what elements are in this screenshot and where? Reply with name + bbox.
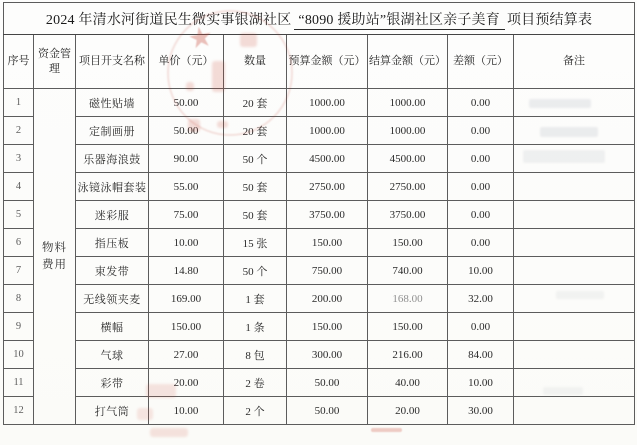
- cell-settlement-amount: 40.00: [368, 369, 448, 397]
- cell-budget-amount: 750.00: [287, 257, 368, 285]
- col-header-fund-management: 资金管理: [34, 35, 76, 89]
- cell-budget-amount: 4500.00: [287, 145, 368, 173]
- cell-serial-number: 1: [4, 89, 34, 117]
- table-row: [4, 89, 635, 117]
- cell-unit-price: 27.00: [149, 341, 224, 369]
- cell-remark: [514, 201, 635, 229]
- cell-unit-price: 169.00: [149, 285, 224, 313]
- table-row: [4, 341, 635, 369]
- table-row: [4, 117, 635, 145]
- title-underlined-project-name: “8090 援助站”银湖社区亲子美育: [294, 13, 505, 30]
- cell-unit-price: 50.00: [149, 117, 224, 145]
- cell-unit-price: 50.00: [149, 89, 224, 117]
- cell-quantity: 50 套: [224, 201, 287, 229]
- cell-settlement-amount: 216.00: [368, 341, 448, 369]
- cell-difference: 0.00: [448, 117, 514, 145]
- column-header-row: [4, 35, 635, 89]
- cell-quantity: 2 个: [224, 397, 287, 425]
- table-body: [4, 89, 635, 425]
- cell-serial-number: 9: [4, 313, 34, 341]
- cell-settlement-amount: 1000.00: [368, 117, 448, 145]
- cell-serial-number: 12: [4, 397, 34, 425]
- cell-settlement-amount: 1000.00: [368, 89, 448, 117]
- cell-item-name: 横幅: [76, 313, 149, 341]
- cell-item-name: 乐器海浪鼓: [76, 145, 149, 173]
- cell-difference: 0.00: [448, 145, 514, 173]
- cell-item-name: 彩带: [76, 369, 149, 397]
- table-row: [4, 145, 635, 173]
- cell-remark: [514, 173, 635, 201]
- cell-item-name: 磁性贴墙: [76, 89, 149, 117]
- cell-difference: 0.00: [448, 173, 514, 201]
- cell-unit-price: 75.00: [149, 201, 224, 229]
- seal-ink-smudge: [150, 428, 188, 437]
- col-header-settlement-amount: 结算金额（元）: [368, 35, 448, 89]
- cell-difference: 84.00: [448, 341, 514, 369]
- cell-remark: [514, 369, 635, 397]
- cell-budget-amount: 50.00: [287, 397, 368, 425]
- seal-star-icon: ★: [185, 19, 216, 56]
- cell-budget-amount: 3750.00: [287, 201, 368, 229]
- cell-quantity: 1 套: [224, 285, 287, 313]
- cell-remark: [514, 145, 635, 173]
- cell-serial-number: 7: [4, 257, 34, 285]
- cell-quantity: 1 条: [224, 313, 287, 341]
- page-title: [4, 3, 635, 35]
- title-suffix: 项目预结算表: [506, 12, 593, 28]
- cell-quantity: 20 套: [224, 89, 287, 117]
- cell-budget-amount: 50.00: [287, 369, 368, 397]
- cell-quantity: 50 个: [224, 257, 287, 285]
- cell-serial-number: 10: [4, 341, 34, 369]
- cell-item-name: 指压板: [76, 229, 149, 257]
- cell-unit-price: 55.00: [149, 173, 224, 201]
- cell-budget-amount: 150.00: [287, 313, 368, 341]
- col-header-item-name: 项目开支名称: [76, 35, 149, 89]
- table-row: [4, 397, 635, 425]
- col-header-remark: 备注: [514, 35, 635, 89]
- cell-quantity: 8 包: [224, 341, 287, 369]
- cell-serial-number: 2: [4, 117, 34, 145]
- cell-item-name: 迷彩服: [76, 201, 149, 229]
- cell-unit-price: 14.80: [149, 257, 224, 285]
- title-row: [4, 3, 635, 35]
- table-row: [4, 201, 635, 229]
- table-row: [4, 313, 635, 341]
- cell-remark: [514, 257, 635, 285]
- cell-serial-number: 4: [4, 173, 34, 201]
- cell-remark: [514, 89, 635, 117]
- table-row: [4, 285, 635, 313]
- cell-difference: 0.00: [448, 229, 514, 257]
- cell-fund-category: 物料费用: [34, 89, 76, 425]
- cell-quantity: 15 张: [224, 229, 287, 257]
- cell-remark: [514, 285, 635, 313]
- table-row: [4, 229, 635, 257]
- cell-item-name: 泳镜泳帽套装: [76, 173, 149, 201]
- table-row: [4, 173, 635, 201]
- cell-budget-amount: 1000.00: [287, 117, 368, 145]
- cell-difference: 0.00: [448, 313, 514, 341]
- cell-serial-number: 3: [4, 145, 34, 173]
- cell-settlement-amount: 740.00: [368, 257, 448, 285]
- cell-unit-price: 150.00: [149, 313, 224, 341]
- cell-budget-amount: 1000.00: [287, 89, 368, 117]
- cell-remark: [514, 397, 635, 425]
- cell-serial-number: 6: [4, 229, 34, 257]
- cell-item-name: 定制画册: [76, 117, 149, 145]
- cell-unit-price: 10.00: [149, 397, 224, 425]
- cell-difference: 10.00: [448, 369, 514, 397]
- cell-remark: [514, 341, 635, 369]
- cell-serial-number: 5: [4, 201, 34, 229]
- cell-remark: [514, 229, 635, 257]
- cell-settlement-amount: 3750.00: [368, 201, 448, 229]
- cell-settlement-amount: 4500.00: [368, 145, 448, 173]
- cell-unit-price: 90.00: [149, 145, 224, 173]
- cell-quantity: 50 套: [224, 173, 287, 201]
- cell-budget-amount: 150.00: [287, 229, 368, 257]
- cell-difference: 10.00: [448, 257, 514, 285]
- cell-budget-amount: 200.00: [287, 285, 368, 313]
- cell-settlement-amount: 168.00: [368, 285, 448, 313]
- cell-serial-number: 11: [4, 369, 34, 397]
- table-row: [4, 369, 635, 397]
- cell-item-name: 无线领夹麦: [76, 285, 149, 313]
- cell-difference: 0.00: [448, 201, 514, 229]
- cell-settlement-amount: 20.00: [368, 397, 448, 425]
- col-header-quantity: 数量: [224, 35, 287, 89]
- cell-settlement-amount: 2750.00: [368, 173, 448, 201]
- cell-quantity: 20 套: [224, 117, 287, 145]
- cell-item-name: 打气筒: [76, 397, 149, 425]
- cell-budget-amount: 2750.00: [287, 173, 368, 201]
- cell-difference: 30.00: [448, 397, 514, 425]
- cell-remark: [514, 117, 635, 145]
- cell-item-name: 气球: [76, 341, 149, 369]
- title-prefix: 2024 年清水河街道民生微实事银湖社区: [45, 12, 292, 28]
- cell-remark: [514, 313, 635, 341]
- col-header-budget-amount: 预算金额（元）: [287, 35, 368, 89]
- cell-settlement-amount: 150.00: [368, 313, 448, 341]
- cell-unit-price: 10.00: [149, 229, 224, 257]
- seal-ink-smudge: [371, 428, 402, 432]
- cell-serial-number: 8: [4, 285, 34, 313]
- cell-unit-price: 20.00: [149, 369, 224, 397]
- cell-settlement-amount: 150.00: [368, 229, 448, 257]
- cell-budget-amount: 300.00: [287, 341, 368, 369]
- cell-quantity: 50 个: [224, 145, 287, 173]
- col-header-index: 序号: [4, 35, 34, 89]
- budget-settlement-table: [3, 2, 635, 425]
- cell-difference: 0.00: [448, 89, 514, 117]
- cell-item-name: 束发带: [76, 257, 149, 285]
- col-header-unit-price: 单价（元）: [149, 35, 224, 89]
- col-header-difference: 差额（元）: [448, 35, 514, 89]
- cell-quantity: 2 卷: [224, 369, 287, 397]
- table-row: [4, 257, 635, 285]
- cell-difference: 32.00: [448, 285, 514, 313]
